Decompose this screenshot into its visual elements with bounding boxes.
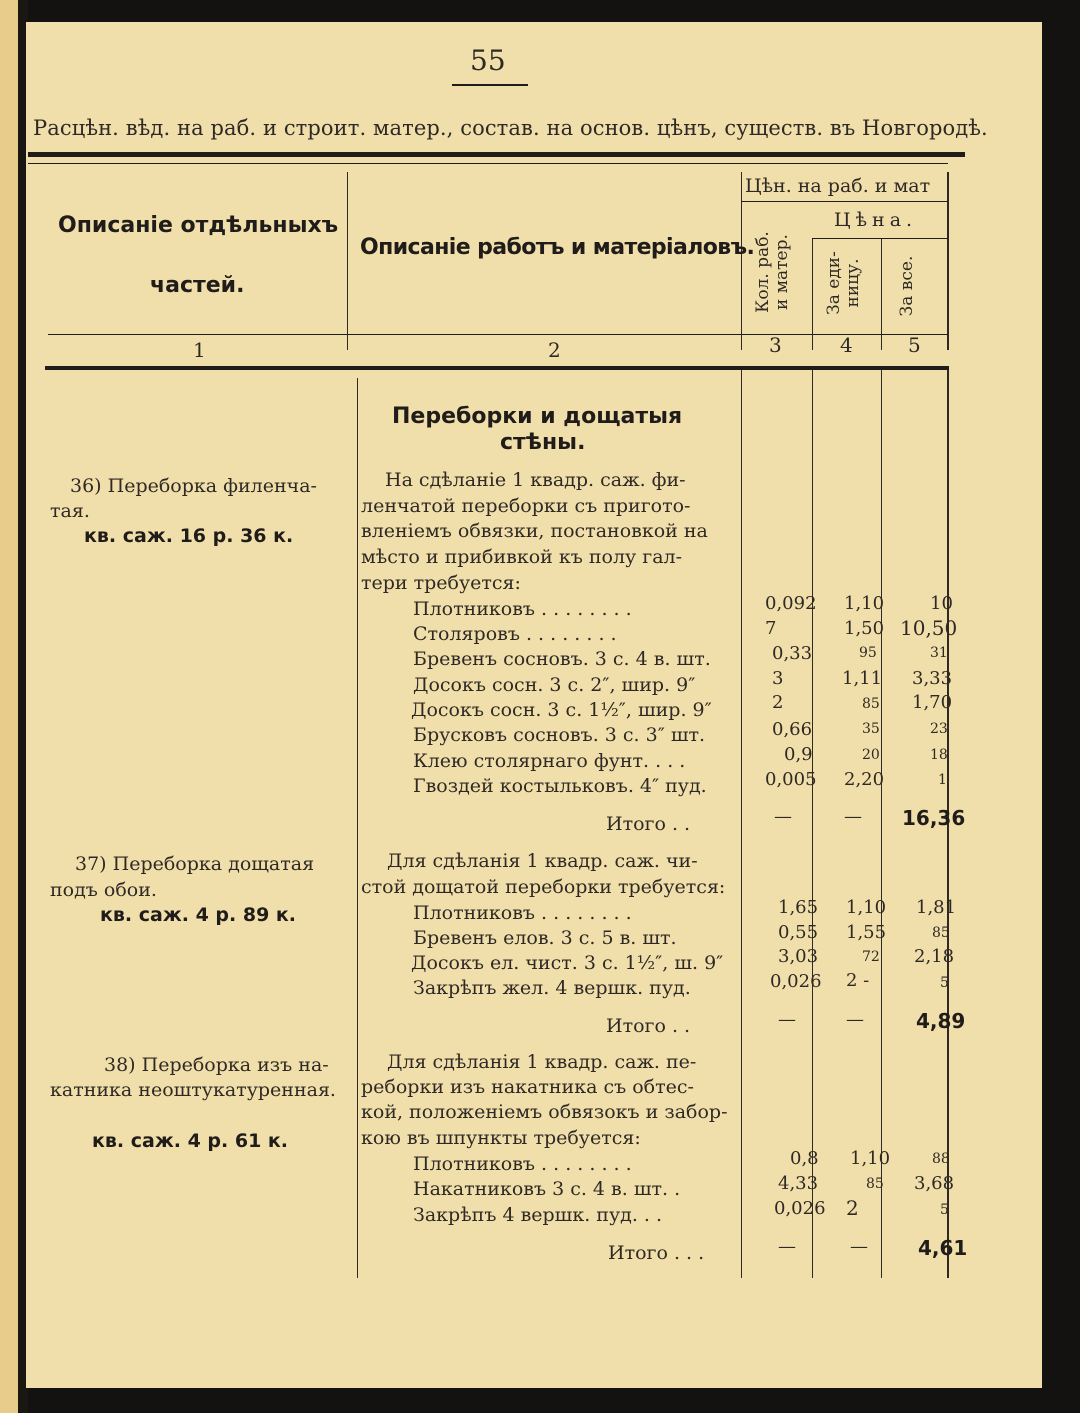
item-36-desc-line: мѣсто и прибивкой къ полу гал- (361, 546, 683, 568)
item-36-row-unit: 1,11 (842, 668, 883, 689)
item-36-row-total: 1 (938, 772, 947, 788)
item-38-row-total: 88 (932, 1151, 950, 1167)
scan-border (1042, 0, 1080, 1413)
item-37-row-qty: 3,03 (778, 946, 819, 967)
header-unit (825, 223, 869, 343)
item-37-row-qty: 0,55 (778, 922, 819, 943)
item-38-desc-line: реборки изъ накатника съ обтес- (361, 1076, 694, 1098)
item-36-row-unit: 2,20 (844, 769, 885, 790)
item-38-itogo-qty: — (778, 1236, 796, 1257)
item-37-row-total: 1,81 (916, 897, 957, 918)
item-36-row-qty: 2 (772, 692, 784, 713)
item-38-price: кв. саж. 4 р. 61 к. (92, 1130, 289, 1152)
item-38-row-qty: 0,8 (790, 1148, 819, 1169)
item-36-row-name: Плотниковъ . . . . . . . . (413, 598, 632, 620)
item-36-row-qty: 0,66 (772, 719, 813, 740)
header-group: Цѣн. на раб. и мат (745, 175, 931, 197)
item-38-row-unit: 85 (866, 1176, 884, 1192)
item-36-row-qty: 0,092 (765, 593, 817, 614)
item-38-row-total: 3,68 (914, 1173, 955, 1194)
item-37-row-unit: 1,55 (846, 922, 887, 943)
item-36-row-name: Брусковъ сосновъ. 3 с. 3″ шт. (413, 724, 706, 746)
item-37-row-total: 85 (932, 925, 950, 941)
body-col-divider (357, 378, 358, 1278)
header-subrule (741, 201, 948, 202)
body-col-divider (812, 370, 813, 1278)
item-36-row-total: 1,70 (912, 692, 953, 713)
header-col-divider (947, 172, 949, 350)
item-36-row-unit: 1,50 (844, 618, 885, 639)
item-37-row-qty: 0,026 (770, 971, 822, 992)
header-col-divider (347, 172, 348, 350)
item-37-row-total: 5 (940, 975, 949, 991)
page-title: Расцѣн. вѣд. на раб. и строит. матер., состав. на основ. цѣнъ, существ. въ Новгородѣ. (33, 116, 988, 140)
header-col1-line1: Описаніе отдѣльныхъ (58, 213, 339, 238)
item-36-desc-line: На сдѣланіе 1 квадр. саж. фи- (385, 469, 686, 491)
header-number-rule (48, 334, 948, 335)
item-36-itogo-qty: — (774, 806, 792, 827)
item-38-row-unit: 1,10 (850, 1148, 891, 1169)
item-38-desc-line: Для сдѣланія 1 квадр. саж. пе- (387, 1051, 697, 1073)
top-rule-thin (28, 163, 948, 164)
item-37-row-unit: 2 - (846, 970, 870, 991)
item-38-desc-line: кою въ шпункты требуется: (361, 1127, 641, 1149)
header-col2: Описаніе работъ и матеріаловъ. (360, 235, 755, 260)
item-36-row-total: 18 (930, 747, 948, 763)
item-37-desc-line: Для сдѣланія 1 квадр. саж. чи- (387, 850, 698, 872)
item-38-title-line2: катника неоштукатуренная. (50, 1079, 336, 1101)
item-38-itogo-unit: — (850, 1236, 868, 1257)
item-36-row-qty: 7 (765, 618, 777, 639)
col-number-4: 4 (840, 333, 853, 357)
item-36-row-name: Досокъ сосн. 3 с. 1½″, шир. 9″ (411, 699, 712, 721)
header-bottom-rule (45, 366, 949, 370)
col-number-5: 5 (908, 333, 921, 357)
top-rule (28, 152, 965, 157)
item-36-desc-line: тери требуется: (361, 572, 521, 594)
item-37-itogo-unit: — (846, 1009, 864, 1030)
item-38-desc-line: кой, положеніемъ обвязокъ и забор- (361, 1101, 728, 1123)
header-price-group: Цѣна. (834, 209, 918, 231)
header-qty-line2: и матер. (771, 234, 792, 310)
item-37-row-total: 2,18 (914, 946, 955, 967)
page-number-rule (452, 84, 528, 86)
item-36-row-qty: 3 (772, 668, 784, 689)
header-qty-line1: Кол. раб. (753, 231, 773, 313)
body-col-divider (881, 370, 882, 1278)
item-36-itogo-label: Итого . . (606, 813, 691, 835)
item-36-row-name: Клею столярнаго фунт. . . . (413, 750, 686, 772)
item-36-row-name: Столяровъ . . . . . . . . (413, 623, 617, 645)
item-36-row-unit: 20 (862, 747, 880, 763)
item-36-price: кв. саж. 16 р. 36 к. (84, 525, 294, 547)
item-37-desc-line: стой дощатой переборки требуется: (361, 876, 726, 898)
item-38-title-line1: 38) Переборка изъ на- (104, 1054, 329, 1076)
item-36-row-unit: 1,10 (844, 593, 885, 614)
item-37-row-name: Досокъ ел. чист. 3 с. 1½″, ш. 9″ (411, 952, 724, 974)
header-qty (754, 212, 798, 332)
item-38-row-name: Плотниковъ . . . . . . . . (413, 1153, 632, 1175)
item-37-itogo-total: 4,89 (916, 1009, 966, 1033)
item-36-row-unit: 95 (859, 645, 877, 661)
item-36-row-total: 3,33 (912, 668, 953, 689)
header-col1-line2: частей. (150, 273, 245, 298)
item-36-row-total: 10,50 (900, 616, 958, 640)
item-37-itogo-label: Итого . . (606, 1015, 691, 1037)
header-total: За все. (897, 255, 917, 317)
item-36-row-qty: 0,33 (772, 643, 813, 664)
item-36-row-total: 31 (930, 645, 948, 661)
col-number-3: 3 (769, 333, 782, 357)
item-38-row-name: Закрѣпъ 4 вершк. пуд. . . (413, 1204, 663, 1226)
item-38-row-qty: 0,026 (774, 1198, 826, 1219)
item-36-row-name: Гвоздей костыльковъ. 4″ пуд. (413, 775, 707, 797)
item-38-row-unit: 2 (846, 1196, 859, 1220)
item-36-itogo-unit: — (844, 806, 862, 827)
section-title-line1: Переборки и дощатыя (392, 404, 683, 429)
item-37-title-line2: подъ обои. (50, 879, 157, 901)
item-38-row-total: 5 (940, 1202, 949, 1218)
item-36-row-name: Досокъ сосн. 3 с. 2″, шир. 9″ (413, 674, 696, 696)
item-36-title-line1: 36) Переборка филенча- (70, 475, 317, 497)
item-38-itogo-label: Итого . . . (608, 1242, 705, 1264)
page-number: 55 (470, 44, 506, 77)
item-36-desc-line: вленіемъ обвязки, постановкой на (361, 520, 708, 542)
item-36-row-total: 23 (930, 721, 948, 737)
item-36-row-unit: 35 (862, 721, 880, 737)
item-36-row-total: 10 (930, 593, 953, 614)
item-37-row-name: Плотниковъ . . . . . . . . (413, 902, 632, 924)
section-title-line2: стѣны. (500, 430, 586, 455)
item-36-desc-line: ленчатой переборки съ пригото- (361, 495, 691, 517)
item-37-price: кв. саж. 4 р. 89 к. (100, 904, 297, 926)
item-37-row-unit: 72 (862, 949, 880, 965)
item-37-itogo-qty: — (778, 1009, 796, 1030)
item-36-title-line2: тая. (50, 500, 90, 522)
item-37-row-name: Бревенъ елов. 3 с. 5 в. шт. (413, 927, 677, 949)
item-37-title-line1: 37) Переборка дощатая (75, 853, 315, 875)
item-36-row-qty: 0,9 (784, 744, 813, 765)
item-36-itogo-total: 16,36 (902, 806, 966, 830)
header-unit-line2: ницу. (842, 258, 863, 308)
item-37-row-name: Закрѣпъ жел. 4 вершк. пуд. (413, 977, 691, 999)
body-col-divider (741, 370, 742, 1278)
item-37-row-qty: 1,65 (778, 897, 819, 918)
col-number-1: 1 (193, 338, 206, 362)
col-number-2: 2 (548, 338, 561, 362)
item-37-row-unit: 1,10 (846, 897, 887, 918)
item-36-row-name: Бревенъ сосновъ. 3 с. 4 в. шт. (413, 648, 711, 670)
header-unit-line1: За еди- (824, 251, 844, 315)
item-36-row-qty: 0,005 (765, 769, 817, 790)
item-38-itogo-total: 4,61 (918, 1236, 968, 1260)
item-36-row-unit: 85 (862, 696, 880, 712)
item-38-row-qty: 4,33 (778, 1173, 819, 1194)
item-38-row-name: Накатниковъ 3 с. 4 в. шт. . (413, 1178, 681, 1200)
header-col-divider (741, 172, 742, 350)
